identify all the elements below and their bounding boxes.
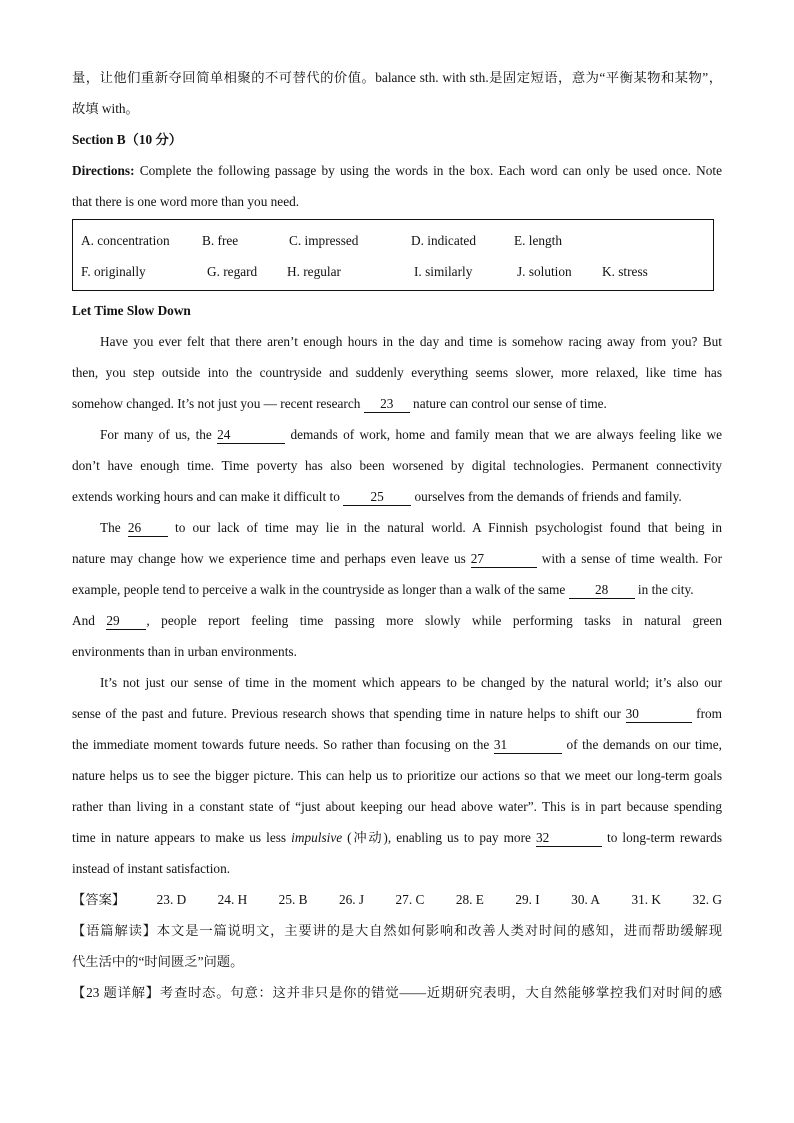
word-option-j: J. solution <box>517 264 572 279</box>
section-title: Section B（10 分） <box>72 132 183 147</box>
text-span: of the demands on our time, <box>561 737 722 752</box>
word-option-f: F. originally <box>81 264 146 279</box>
directions-line-1 <box>72 155 722 186</box>
p2-line-1 <box>72 419 722 450</box>
q23-line <box>72 977 722 1008</box>
p4-line-5: rather than living in a constant state of “just about keeping our head above water”. This is in part because spending <box>72 799 722 814</box>
text-span: time in nature appears to make us less <box>72 830 292 845</box>
text-span: For many of us, the <box>100 427 218 442</box>
word-option-h: H. regular <box>287 264 341 279</box>
blank-24[interactable]: 24 <box>217 427 285 444</box>
interpretation-label: 【语篇解读】 <box>72 923 157 938</box>
text-span: the immediate moment towards future needs. So rather than focusing on the <box>72 737 494 752</box>
blank-25[interactable]: 25 <box>343 489 411 506</box>
p1-line-1: Have you ever felt that there aren’t enough hours in the day and time is somehow racing away from you? But <box>100 334 722 349</box>
word-option-c: C. impressed <box>289 233 359 248</box>
answer-item: 25. B <box>278 892 308 907</box>
text-span: from <box>691 706 722 721</box>
blank-26[interactable]: 26 <box>128 520 168 537</box>
italic-word: impulsive <box>291 830 343 845</box>
answer-item: 28. E <box>455 892 484 907</box>
blank-28[interactable]: 28 <box>569 582 635 599</box>
interpretation-line-2: 代生活中的“时间匮乏”问题。 <box>72 954 244 969</box>
q23-label: 【23 题详解】 <box>72 985 160 1000</box>
text-span: (冲动), enabling us to pay more <box>342 830 536 845</box>
interpretation-line-1 <box>72 915 722 946</box>
text-span: nature can control our sense of time. <box>409 396 607 411</box>
p4-line-6 <box>72 822 722 853</box>
word-option-e: E. length <box>514 233 563 248</box>
p1-line-2: then, you step outside into the countryside and suddenly everything seems slower, more relaxed, like time has <box>72 365 722 380</box>
p4-line-2 <box>72 698 722 729</box>
directions-line-2: that there is one word more than you need. <box>72 194 300 209</box>
text-span: And <box>72 613 107 628</box>
answer-item: 30. A <box>571 892 600 907</box>
blank-30[interactable]: 30 <box>626 706 692 723</box>
blank-23[interactable]: 23 <box>364 396 410 413</box>
text-span: nature may change how we experience time and perhaps even leave us <box>72 551 471 566</box>
word-option-b: B. free <box>202 233 239 248</box>
p4-line-1: It’s not just our sense of time in the moment which appears to be changed by the natural world; it’s also our <box>100 675 722 690</box>
p3-line-3 <box>72 574 722 605</box>
answer-label: 【答案】 <box>72 892 126 907</box>
word-option-k: K. stress <box>602 264 648 279</box>
answer-item: 24. H <box>217 892 248 907</box>
blank-31[interactable]: 31 <box>494 737 562 754</box>
text-span: with a sense of time wealth. For <box>536 551 722 566</box>
word-option-i: I. similarly <box>414 264 473 279</box>
text-span: sense of the past and future. Previous research shows that spending time in nature helps to shift our <box>72 706 626 721</box>
p2-line-3 <box>72 481 722 512</box>
directions-label: Directions: <box>72 163 135 178</box>
p3-line-1 <box>72 512 722 543</box>
text-span: ourselves from the demands of friends and family. <box>411 489 682 504</box>
passage-title: Let Time Slow Down <box>72 303 191 318</box>
text-span: in the city. <box>634 582 694 597</box>
text-span: 本文是一篇说明文，主要讲的是大自然如何影响和改善人类对时间的感知，进而帮助缓解现 <box>156 923 722 938</box>
intro-line-1: 量，让他们重新夺回简单相聚的不可替代的价值。balance sth. with sth.是固定短语，意为“平衡某物和某物”， <box>72 70 722 85</box>
text-span: to long-term rewards <box>601 830 722 845</box>
answer-item: 32. G <box>692 892 722 907</box>
word-option-d: D. indicated <box>411 233 476 248</box>
text-span: example, people tend to perceive a walk in the countryside as longer than a walk of the same <box>72 582 569 597</box>
answer-item: 23. D <box>156 892 187 907</box>
text-span: extends working hours and can make it difficult to <box>72 489 344 504</box>
answer-item: 29. I <box>515 892 540 907</box>
text-span: 考查时态。句意：这并非只是你的错觉——近期研究表明，大自然能够掌控我们对时间的感 <box>159 985 722 1000</box>
word-option-a: A. concentration <box>81 233 170 248</box>
p4-line-3 <box>72 729 722 760</box>
answer-line <box>72 884 722 915</box>
text-span: somehow changed. It’s not just you — recent research <box>72 396 364 411</box>
p3-line-2 <box>72 543 722 574</box>
answer-item: 26. J <box>338 892 365 907</box>
answer-item: 27. C <box>395 892 425 907</box>
intro-line-2: 故填 with。 <box>72 101 139 116</box>
text-span: demands of work, home and family mean that we are always feeling like we <box>285 427 722 442</box>
p3-line-5: environments than in urban environments. <box>72 644 297 659</box>
blank-29[interactable]: 29 <box>106 613 146 630</box>
p4-line-7: instead of instant satisfaction. <box>72 861 231 876</box>
p3-line-4 <box>72 605 722 636</box>
p1-line-3 <box>72 388 722 419</box>
blank-32[interactable]: 32 <box>536 830 602 847</box>
p4-line-4: nature helps us to see the bigger picture. This can help us to prioritize our actions so that we meet our long-term goals <box>72 768 722 783</box>
directions-text: Complete the following passage by using the words in the box. Each word can only be used once. Note <box>134 163 722 178</box>
text-span: , people report feeling time passing more slowly while performing tasks in natural green <box>146 613 722 628</box>
answer-item: 31. K <box>631 892 662 907</box>
word-box <box>72 219 714 291</box>
text-span: The <box>100 520 128 535</box>
blank-27[interactable]: 27 <box>471 551 537 568</box>
word-option-g: G. regard <box>207 264 258 279</box>
text-span: to our lack of time may lie in the natural world. A Finnish psychologist found that being in <box>167 520 722 535</box>
p2-line-2: don’t have enough time. Time poverty has also been worsened by digital technologies. Permanent connectivity <box>72 458 722 473</box>
document-page <box>72 62 722 1008</box>
